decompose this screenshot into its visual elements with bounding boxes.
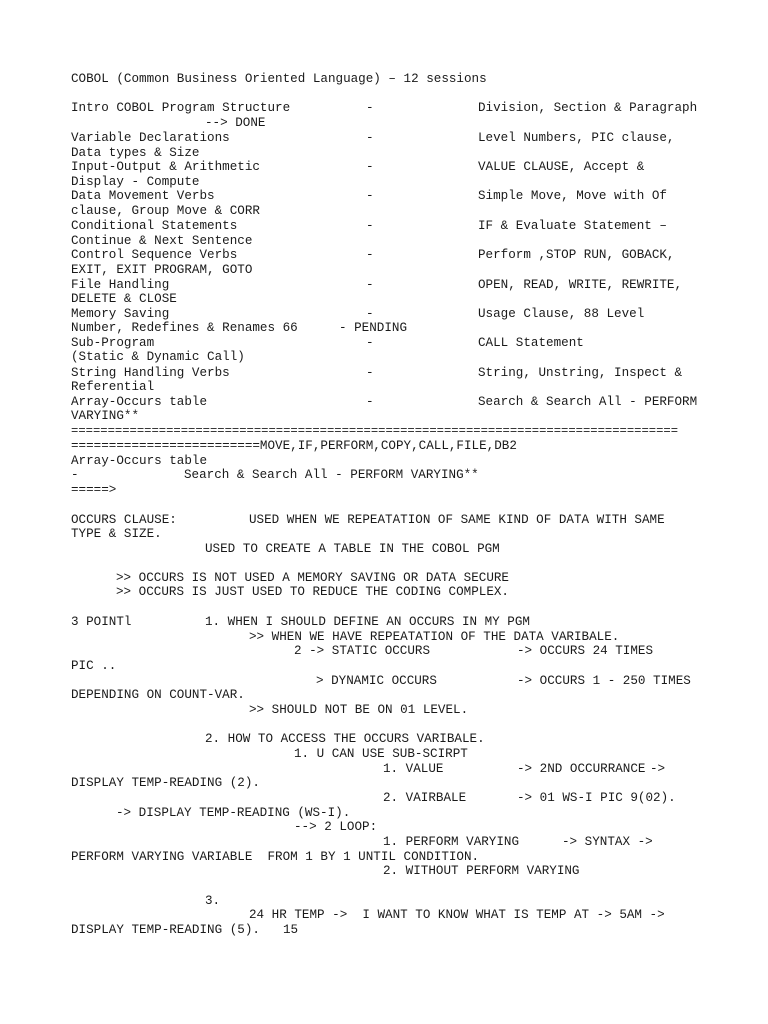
syllabus-topic: Variable Declarations	[71, 131, 230, 145]
static-occurs-example: -> OCCURS 24 TIMES	[517, 644, 654, 658]
dynamic-occurs: > DYNAMIC OCCURS	[316, 674, 437, 688]
syllabus-dash: -	[366, 366, 374, 380]
point-1-line: >> WHEN WE HAVE REPEATATION OF THE DATA VARIBALE.	[249, 630, 620, 644]
syllabus-topic: Array-Occurs table	[71, 395, 208, 409]
subscript-value-example: -> 2ND OCCURRANCE	[517, 762, 646, 776]
subscript-variable: 2. VAIRBALE	[383, 791, 467, 805]
syllabus-topic: String Handling Verbs	[71, 366, 230, 380]
syllabus-continuation: DELETE & CLOSE	[71, 292, 177, 306]
point-2-line: 1. U CAN USE SUB-SCIRPT	[294, 747, 468, 761]
syllabus-topic: Conditional Statements	[71, 219, 238, 233]
static-occurs-cont: PIC ..	[71, 659, 117, 673]
syllabus-dash: -	[366, 160, 374, 174]
syllabus-continuation: (Static & Dynamic Call)	[71, 350, 245, 364]
separator-line: ===================================================================================	[71, 424, 679, 438]
syllabus-dash: -	[366, 336, 374, 350]
syllabus-dash: -	[366, 131, 374, 145]
static-occurs: 2 -> STATIC OCCURS	[294, 644, 431, 658]
syllabus-continuation: EXIT, EXIT PROGRAM, GOTO	[71, 263, 253, 277]
perform-varying: 1. PERFORM VARYING	[383, 835, 520, 849]
syllabus-detail: Simple Move, Move with Of	[478, 189, 667, 203]
points-label: 3 POINTl	[71, 615, 132, 629]
syllabus-detail: CALL Statement	[478, 336, 584, 350]
occurs-note: >> OCCURS IS JUST USED TO REDUCE THE CODING COMPLEX.	[116, 585, 509, 599]
syllabus-detail: Level Numbers, PIC clause,	[478, 131, 675, 145]
syllabus-topic: Memory Saving	[71, 307, 170, 321]
syllabus-detail: String, Unstring, Inspect &	[478, 366, 683, 380]
syllabus-detail: Division, Section & Paragraph	[478, 101, 698, 115]
occurs-note: >> OCCURS IS NOT USED A MEMORY SAVING OR DATA SECURE	[116, 571, 509, 585]
point-2-heading: 2. HOW TO ACCESS THE OCCURS VARIBALE.	[205, 732, 485, 746]
syllabus-continuation: VARYING**	[71, 409, 140, 423]
subscript-variable-cont: -> DISPLAY TEMP-READING (WS-I).	[116, 806, 351, 820]
point-3-cont: DISPLAY TEMP-READING (5).	[71, 923, 260, 937]
pending-status: - PENDING	[339, 321, 408, 335]
occurs-label: OCCURS CLAUSE:	[71, 513, 177, 527]
point-3-number: 15	[283, 923, 299, 937]
document-title: COBOL (Common Business Oriented Language) – 12 sessions	[71, 72, 487, 86]
without-perform: 2. WITHOUT PERFORM VARYING	[383, 864, 580, 878]
occurs-definition: USED WHEN WE REPEATATION OF SAME KIND OF DATA WITH SAME	[249, 513, 665, 527]
syllabus-detail: Search & Search All - PERFORM	[478, 395, 698, 409]
syllabus-continuation: --> DONE	[205, 116, 266, 130]
topics-separator: =========================MOVE,IF,PERFORM,COPY,CALL,FILE,DB2	[71, 439, 517, 453]
syllabus-continuation: Continue & Next Sentence	[71, 234, 253, 248]
syllabus-topic: Intro COBOL Program Structure	[71, 101, 291, 115]
syllabus-continuation: clause, Group Move & CORR	[71, 204, 260, 218]
syllabus-dash: -	[366, 248, 374, 262]
point-1-line: >> SHOULD NOT BE ON 01 LEVEL.	[249, 703, 469, 717]
point-3-line: 24 HR TEMP -> I WANT TO KNOW WHAT IS TEMP AT -> 5AM ->	[249, 908, 665, 922]
point-1-heading: 1. WHEN I SHOULD DEFINE AN OCCURS IN MY PGM	[205, 615, 530, 629]
perform-varying-syntax: -> SYNTAX ->	[562, 835, 653, 849]
syllabus-detail: Perform ,STOP RUN, GOBACK,	[478, 248, 675, 262]
perform-varying-cont: PERFORM VARYING VARIABLE FROM 1 BY 1 UNTIL CONDITION.	[71, 850, 480, 864]
syllabus-topic: File Handling	[71, 278, 170, 292]
syllabus-dash: -	[366, 101, 374, 115]
section-arrow: =====>	[71, 483, 117, 497]
dynamic-occurs-example: -> OCCURS 1 - 250 TIMES	[517, 674, 691, 688]
syllabus-continuation: Data types & Size	[71, 146, 200, 160]
point-3-heading: 3.	[205, 894, 221, 908]
syllabus-dash: -	[366, 219, 374, 233]
syllabus-continuation: Number, Redefines & Renames 66	[71, 321, 298, 335]
syllabus-topic: Sub-Program	[71, 336, 155, 350]
section-topic: Array-Occurs table	[71, 454, 208, 468]
subscript-variable-example: -> 01 WS-I PIC 9(02).	[517, 791, 676, 805]
section-dash: -	[71, 468, 79, 482]
syllabus-detail: Usage Clause, 88 Level	[478, 307, 645, 321]
syllabus-dash: -	[366, 307, 374, 321]
syllabus-topic: Data Movement Verbs	[71, 189, 215, 203]
syllabus-dash: -	[366, 278, 374, 292]
syllabus-detail: VALUE CLAUSE, Accept &	[478, 160, 645, 174]
syllabus-topic: Control Sequence Verbs	[71, 248, 238, 262]
subscript-value: 1. VALUE	[383, 762, 444, 776]
dynamic-occurs-cont: DEPENDING ON COUNT-VAR.	[71, 688, 245, 702]
subscript-value-arrow: ->	[650, 762, 666, 776]
loop-heading: --> 2 LOOP:	[294, 820, 378, 834]
occurs-definition-cont: TYPE & SIZE.	[71, 527, 162, 541]
subscript-value-cont: DISPLAY TEMP-READING (2).	[71, 776, 260, 790]
syllabus-detail: IF & Evaluate Statement –	[478, 219, 667, 233]
occurs-definition-2: USED TO CREATE A TABLE IN THE COBOL PGM	[205, 542, 500, 556]
syllabus-detail: OPEN, READ, WRITE, REWRITE,	[478, 278, 683, 292]
syllabus-dash: -	[366, 395, 374, 409]
syllabus-continuation: Display - Compute	[71, 175, 200, 189]
syllabus-dash: -	[366, 189, 374, 203]
syllabus-continuation: Referential	[71, 380, 155, 394]
syllabus-topic: Input-Output & Arithmetic	[71, 160, 260, 174]
section-detail: Search & Search All - PERFORM VARYING**	[184, 468, 479, 482]
